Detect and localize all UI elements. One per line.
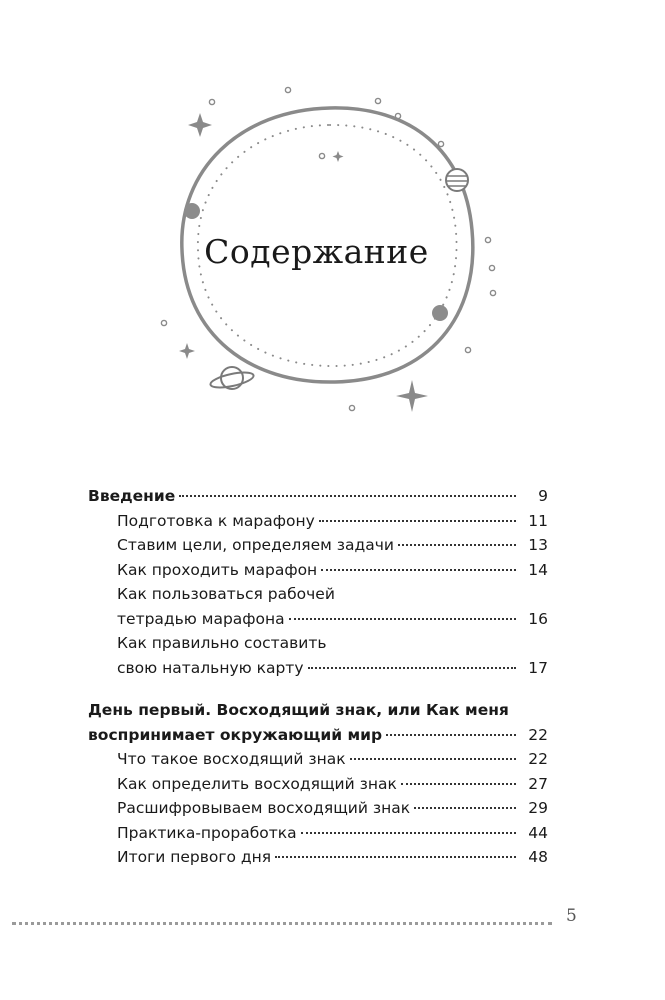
toc-item-title: Что такое восходящий знак (117, 750, 346, 768)
toc-chapter-title-line1: День первый. Восходящий знак, или Как меня (88, 701, 509, 719)
table-of-contents (88, 484, 548, 870)
toc-item[interactable] (88, 821, 548, 846)
dot-icon (161, 320, 166, 325)
toc-item-title-line1: Как пользоваться рабочей (117, 585, 335, 603)
toc-item[interactable] (88, 747, 548, 772)
toc-page-number: 29 (528, 799, 548, 817)
ringed-planet-icon (209, 367, 255, 390)
toc-item[interactable] (88, 558, 548, 583)
dot-icon (465, 347, 470, 352)
dot-leader (414, 807, 516, 809)
toc-chapter-intro[interactable] (88, 484, 548, 509)
toc-page-number: 11 (528, 511, 548, 530)
toc-chapter-title: Введение (88, 487, 176, 505)
sparkle-star-icon (333, 151, 344, 162)
toc-page-number: 22 (528, 725, 548, 744)
toc-item-title: Ставим цели, определяем задачи (117, 536, 394, 554)
planet-icon (184, 203, 200, 219)
planet-icon (432, 305, 448, 321)
toc-item-title: Как проходить марафон (117, 560, 318, 579)
toc-page-number: 14 (528, 560, 548, 579)
toc-item-title-line2: тетрадью марафона (117, 609, 285, 628)
toc-page-number: 16 (528, 609, 548, 628)
toc-page-number: 48 (528, 848, 548, 866)
dot-leader (289, 618, 516, 620)
toc-item[interactable] (88, 509, 548, 534)
toc-item-title: Практика-проработка (117, 823, 297, 842)
dot-icon (209, 99, 214, 104)
dot-leader (301, 832, 516, 834)
striped-planet-icon (446, 169, 468, 191)
dot-icon (490, 290, 495, 295)
dot-leader (275, 856, 516, 858)
page-number: 5 (566, 906, 577, 926)
toc-page-number: 27 (528, 774, 548, 793)
toc-chapter-title-line2: воспринимает окружающий мир (88, 725, 383, 744)
toc-item[interactable] (88, 582, 548, 631)
sparkle-star-icon (179, 343, 195, 359)
page-title: Содержание (204, 232, 429, 271)
dot-leader (308, 667, 517, 669)
toc-item[interactable] (88, 772, 548, 797)
toc-item-title: Как определить восходящий знак (117, 774, 397, 793)
toc-item-title: Подготовка к марафону (117, 511, 315, 530)
dot-leader (398, 544, 516, 546)
toc-page-number: 13 (528, 536, 548, 554)
toc-item[interactable] (88, 533, 548, 558)
dot-leader (401, 783, 516, 785)
dot-leader (386, 734, 516, 736)
toc-item-title: Расшифровываем восходящий знак (117, 799, 411, 817)
dot-leader (321, 569, 516, 571)
toc-page-number: 9 (538, 487, 548, 505)
toc-item[interactable] (88, 631, 548, 680)
sparkle-star-icon (396, 380, 428, 412)
dot-leader (179, 495, 516, 497)
dot-icon (375, 98, 380, 103)
toc-item[interactable] (88, 845, 548, 870)
dot-icon (438, 141, 443, 146)
dot-leader (319, 520, 516, 522)
dot-icon (349, 405, 354, 410)
dot-icon (285, 87, 290, 92)
toc-page-number: 17 (528, 658, 548, 677)
sparkle-star-icon (188, 113, 212, 137)
toc-item-title-line2: свою натальную карту (117, 658, 304, 677)
dot-icon (319, 153, 324, 158)
dot-leader (350, 758, 516, 760)
toc-item-title-line1: Как правильно составить (117, 634, 327, 652)
toc-page-number: 44 (528, 823, 548, 842)
footer-dotted-rule (12, 918, 552, 925)
toc-chapter-day1[interactable] (88, 698, 548, 747)
toc-page-number: 22 (528, 750, 548, 768)
toc-item-title: Итоги первого дня (117, 848, 272, 866)
toc-item[interactable] (88, 796, 548, 821)
